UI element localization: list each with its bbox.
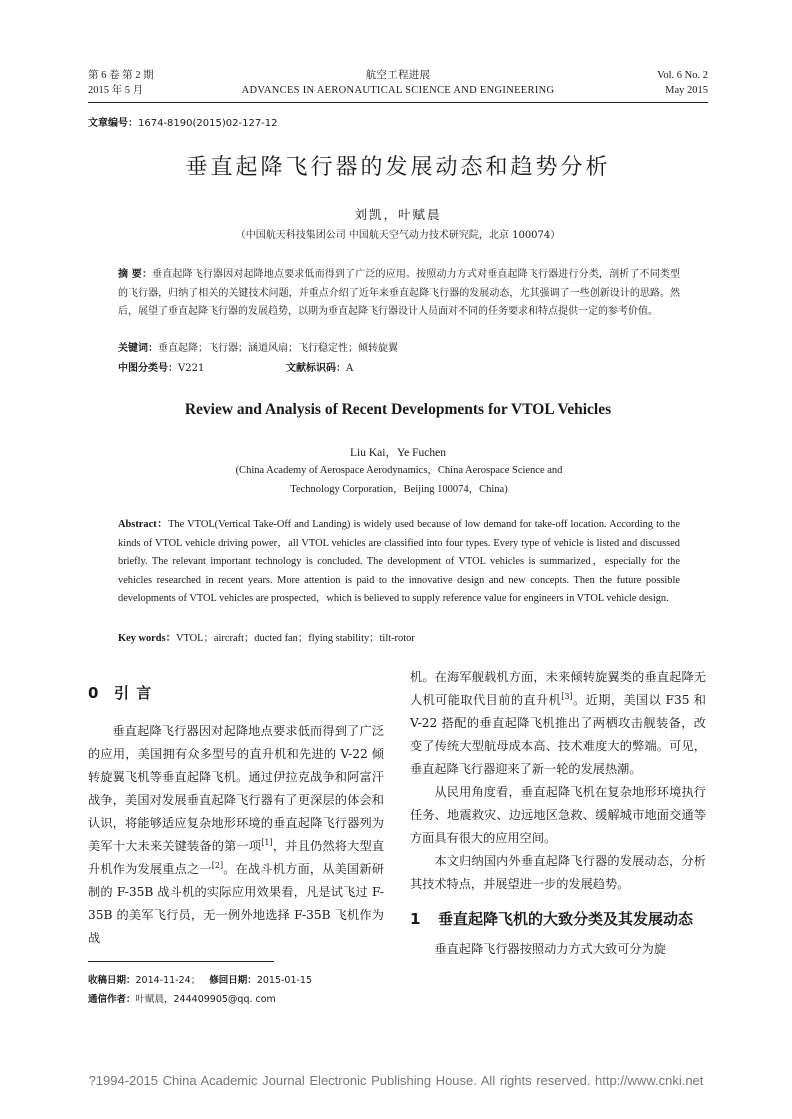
received-label: 收稿日期：: [88, 975, 136, 986]
header-rule: [88, 102, 708, 103]
doc-code-label: 文献标识码：: [286, 363, 346, 374]
right-column: [410, 666, 706, 961]
keywords-en: [118, 629, 680, 644]
corresponding-label: 通信作者：: [88, 994, 136, 1005]
title-cn: 垂直起降飞行器的发展动态和趋势分析: [185, 155, 611, 180]
volume-issue-cn: 第 6 卷 第 2 期: [88, 70, 154, 81]
text-run: 。近期，美国以 F35 和 V-22 搭配的垂直起降飞机推出了两栖攻击舰装备，改变了传统大型航母成本高、技术难度大的弊端。可见，垂直起降飞行器迎来了新一轮的发展热潮。: [410, 693, 706, 776]
text-run: 垂直起降飞行器因对起降地点要求低而得到了广泛的应用，美国拥有众多型号的直升机和先进的 V-22 倾转旋翼飞机等垂直起降飞机。通过伊拉克战争和阿富汗战争，美国对发展垂直起降飞行器有了更深层的体会和认识，将能够适应复杂地形环境的垂直起降飞行器列为美军十大未来关键装备的第一项: [88, 724, 384, 853]
keywords-cn-label: 关键词：: [118, 343, 158, 354]
abstract-cn: [118, 266, 680, 322]
paragraph-intro-1-continued: [410, 666, 706, 781]
journal-name-cn: 航空工程进展: [365, 70, 431, 81]
clc-value: V221: [178, 363, 205, 374]
section-1-number: 1: [410, 910, 421, 928]
keywords-cn: [118, 340, 680, 359]
affiliation-en-line1: (China Academy of Aerospace Aerodynamics，China Aerospace Science and: [235, 465, 563, 476]
doc-code-value: A: [346, 363, 354, 374]
section-0-number: 0: [88, 684, 100, 702]
copyright-footer: ?1994-2015 China Academic Journal Electronic Publishing House. All rights reserved. http://www.cnki.net: [88, 1073, 704, 1088]
footnote-dates: [88, 972, 312, 986]
article-number-value: 1674-8190(2015)02-127-12: [138, 118, 278, 129]
abstract-en-text: The VTOL(Vertical Take-Off and Landing) is widely used because of low demand for take-off location. According to the kinds of VTOL vehicle driving power，all VTOL vehicles are classified into four types. Every type of vehicle is listed and discussed briefly. The relevant important technology is concluded. The development of VTOL vehicles is summarized，especially for the vehicles researched in recent years. More attention is paid to the innovative design and new concepts. Then the future possible developments of VTOL vehicles are prospected，which is believed to supply reference value for engineers in VTOL vehicle design.: [118, 519, 680, 605]
paragraph-intro-1: [88, 720, 384, 950]
title-en: Review and Analysis of Recent Developments for VTOL Vehicles: [184, 401, 612, 418]
received-date: 2014-11-24；: [135, 975, 201, 986]
date-cn: 2015 年 5 月: [88, 85, 144, 96]
abstract-cn-label: 摘 要：: [118, 269, 153, 280]
paragraph-intro-3: 本文归纳国内外垂直起降飞行器的发展动态，分析其技术特点，并展望进一步的发展趋势。: [410, 854, 706, 891]
footnote-corresponding: [88, 991, 276, 1005]
authors-en: Liu Kai，Ye Fuchen: [350, 447, 446, 459]
text-run: ，并且仍然将大型直升机作为发展重点之一: [88, 839, 385, 876]
section-1-title: 垂直起降飞机的大致分类及其发展动态: [438, 910, 694, 928]
keywords-cn-text: 垂直起降；飞行器；涵道风扇；飞行稳定性；倾转旋翼: [158, 343, 398, 354]
classification-cn: [118, 360, 680, 379]
doc-code: [286, 360, 353, 379]
abstract-en-label: Abstract：: [118, 519, 169, 530]
paragraph-section-1: 垂直起降飞行器按照动力方式大致可分为旋: [434, 942, 666, 956]
left-column: [88, 720, 384, 950]
header-right: [657, 68, 708, 98]
text-run: 。在战斗机方面，从美国新研制的 F-35B 战斗机的实际应用效果看，凡是试飞过 F-35B 的美军飞行员，无一例外地选择 F-35B 飞机作为战: [88, 862, 385, 945]
running-header: [88, 68, 708, 102]
section-0-title: 引 言: [114, 684, 153, 702]
corresponding-author: 叶赋晨，244409905@qq. com: [135, 994, 276, 1005]
affiliation-cn: （中国航天科技集团公司 中国航天空气动力技术研究院，北京 100074）: [235, 230, 561, 241]
keywords-en-text: VTOL；aircraft；ducted fan；flying stability；tilt-rotor: [176, 633, 415, 644]
volume-issue-en: Vol. 6 No. 2: [657, 70, 708, 81]
abstract-cn-text: 垂直起降飞行器因对起降地点要求低而得到了广泛的应用。按照动力方式对垂直起降飞行器进行分类，剖析了不同类型的飞行器，归纳了相关的关键技术问题，并重点介绍了近年来垂直起降飞行器的发展动态，尤其强调了一些创新设计的思路。然后，展望了垂直起降飞行器的发展趋势，以期为垂直起降飞行器设计人员面对不同的任务要求和特点提供一定的参考价值。: [118, 269, 681, 317]
journal-name-en: ADVANCES IN AERONAUTICAL SCIENCE AND ENGINEERING: [241, 85, 555, 96]
header-center: [88, 68, 708, 98]
affiliation-en-line2: Technology Corporation，Beijing 100074，China): [290, 484, 508, 495]
revised-label: 修回日期：: [209, 975, 257, 986]
article-number-label: 文章编号：: [88, 118, 138, 129]
citation-3: [3]: [561, 691, 573, 701]
article-number: [88, 114, 278, 129]
citation-2: [2]: [211, 860, 224, 870]
text-run: 机。在海军舰载机方面，未来倾转旋翼类的垂直起降无人机可能取代目前的直升机: [410, 670, 706, 707]
revised-date: 2015-01-15: [256, 975, 313, 986]
affiliation-en: [118, 461, 680, 499]
section-0-heading: [88, 682, 152, 705]
keywords-en-label: Key words：: [118, 633, 177, 644]
abstract-en: [118, 516, 680, 609]
citation-1: [1]: [261, 837, 273, 847]
date-en: May 2015: [665, 85, 708, 96]
section-1-heading: [410, 906, 706, 932]
clc-label: 中图分类号：: [118, 363, 178, 374]
footnote-rule: [88, 961, 274, 962]
paragraph-intro-2: 从民用角度看，垂直起降飞机在复杂地形环境执行任务、地震救灾、边远地区急救、缓解城市地面交通等方面具有很大的应用空间。: [410, 785, 706, 845]
authors-cn: 刘凯，叶赋晨: [354, 207, 442, 222]
